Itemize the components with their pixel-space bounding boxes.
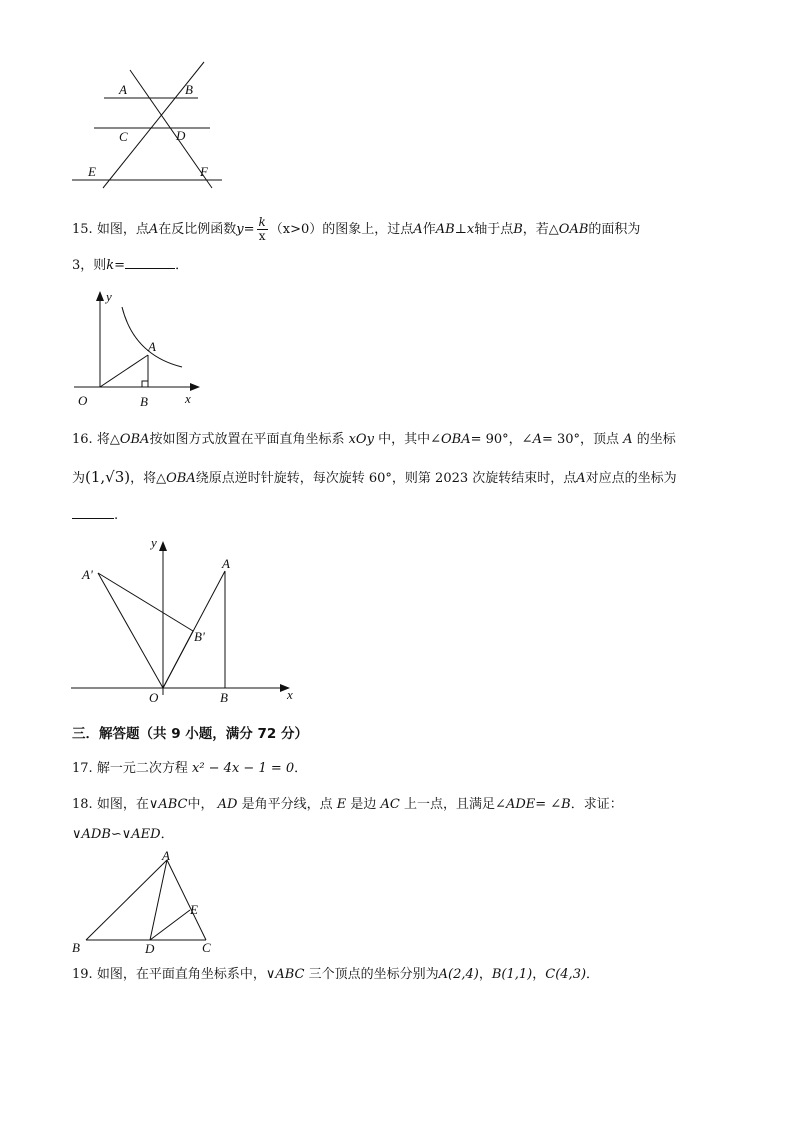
label-y: y <box>106 289 112 304</box>
figure-rotated-triangle <box>66 535 306 710</box>
label-A: A <box>119 82 127 97</box>
figure-parallel-lines <box>68 60 238 190</box>
label-F: F <box>200 164 208 179</box>
label-D: D <box>176 128 186 143</box>
label-A: A <box>162 848 170 863</box>
label-A-prime: A' <box>82 567 93 582</box>
figure-triangle-abc <box>66 848 226 956</box>
question-18-line2: ∨ADB∽∨AED． <box>72 827 174 842</box>
label-A: A <box>148 339 156 354</box>
label-O: O <box>78 393 88 408</box>
label-B: B <box>220 690 228 705</box>
label-C: C <box>119 129 128 144</box>
label-B: B <box>140 394 148 409</box>
question-18-line1: 18. 如图，在∨ABC中， AD 是角平分线，点 E 是边 AC 上一点，且满足∠ADE= ∠B．求证： <box>72 797 623 812</box>
label-B: B <box>185 82 193 97</box>
label-A: A <box>222 556 230 571</box>
label-B-prime: B' <box>194 629 205 644</box>
label-E: E <box>190 902 198 917</box>
question-19: 19. 如图，在平面直角坐标系中，∨ABC 三个顶点的坐标分别为A(2,4)，B(1,1)，C(4,3)． <box>72 967 600 982</box>
question-15-line1: 15. 如图，点A在反比例函数y= $\frac{k}{x}$ （x>0）的图象上，过点A作AB⊥x轴于点B，若△OAB的面积为 <box>72 215 641 243</box>
figure-inverse-function <box>70 285 210 410</box>
answer-blank-16[interactable] <box>72 506 114 519</box>
label-y: y <box>151 535 157 550</box>
label-x: x <box>185 391 191 406</box>
question-15-line2: 3，则k= ． <box>72 258 189 273</box>
question-16-line1: 16. 将△OBA按如图方式放置在平面直角坐标系 xOy 中，其中∠OBA= 90°，∠A= 30°，顶点 A 的坐标 <box>72 432 676 447</box>
label-C: C <box>202 940 211 955</box>
question-16-line2: 为(1,√3)，将△OBA绕原点逆时针旋转，每次旋转 60°，则第 2023 次旋转结束时，点A对应点的坐标为 <box>72 468 677 486</box>
label-E: E <box>88 164 96 179</box>
answer-blank-15[interactable] <box>125 256 175 269</box>
label-B: B <box>72 940 80 955</box>
question-17: 17. 解一元二次方程 x² − 4x − 1 = 0． <box>72 761 308 776</box>
label-O: O <box>149 690 159 705</box>
label-D: D <box>145 941 155 956</box>
section-3-heading: 三．解答题（共 9 小题，满分 72 分） <box>72 726 308 742</box>
question-16-line3: . <box>72 506 118 525</box>
label-x: x <box>287 687 293 702</box>
fraction-k-over-x: $\frac{k}{x}$ <box>258 215 266 243</box>
